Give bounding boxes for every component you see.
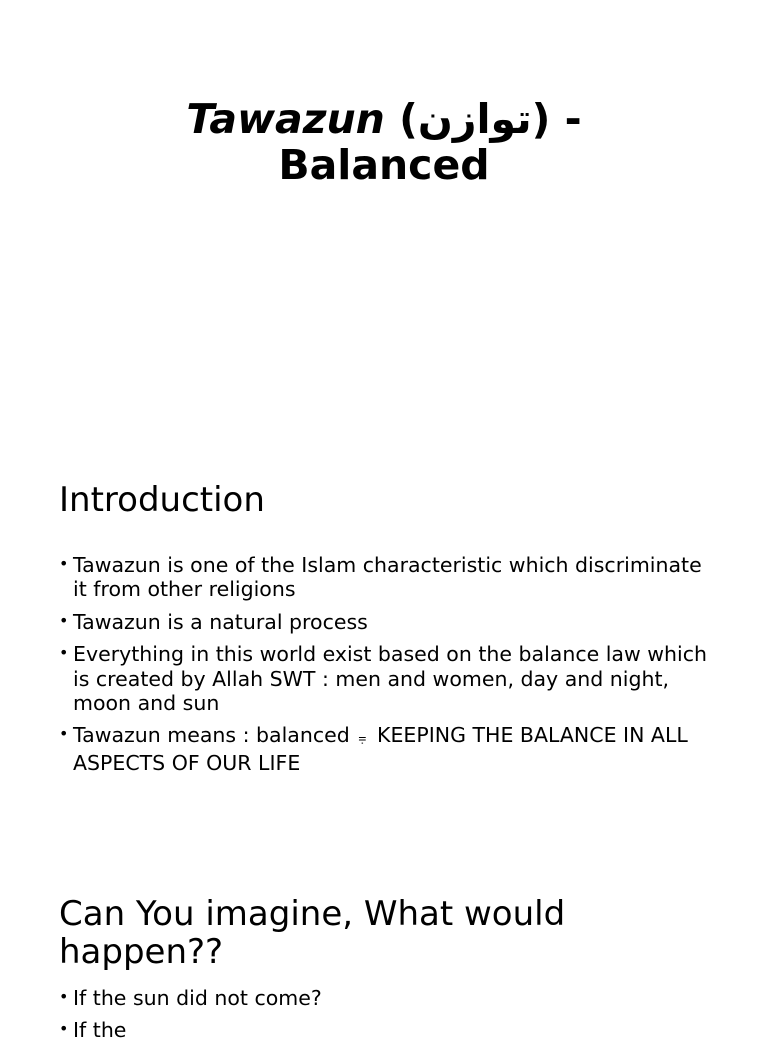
bullet-item: • Tawazun is a natural process	[59, 610, 712, 634]
introduction-heading: Introduction	[59, 480, 265, 520]
title-term: Tawazun	[186, 95, 385, 143]
introduction-bullets	[59, 553, 712, 783]
bullet-item: • If the	[59, 1018, 712, 1042]
bullet-item: • Everything in this world exist based on the balance law which is created by Allah SWT : men and women, day and night, moon and sun	[59, 642, 712, 715]
title-translation: Balanced	[278, 141, 490, 189]
bullet-item	[59, 723, 712, 775]
bullet-item: • If the sun did not come?	[59, 986, 712, 1010]
bullet-text: KEEPING THE BALANCE IN ALL ASPECTS OF OUR LIFE	[73, 723, 688, 775]
imagine-heading: Can You imagine, What would happen??	[59, 894, 566, 972]
bullet-text: Tawazun means : balanced	[73, 723, 350, 748]
bullet-item: • Tawazun is one of the Islam characteristic which discriminate it from other religions	[59, 553, 712, 602]
title-arabic: (توازن) -	[384, 95, 582, 143]
slide-title	[0, 96, 768, 188]
equivalence-symbol: ⩦	[358, 730, 367, 747]
imagine-bullets	[59, 986, 712, 1051]
